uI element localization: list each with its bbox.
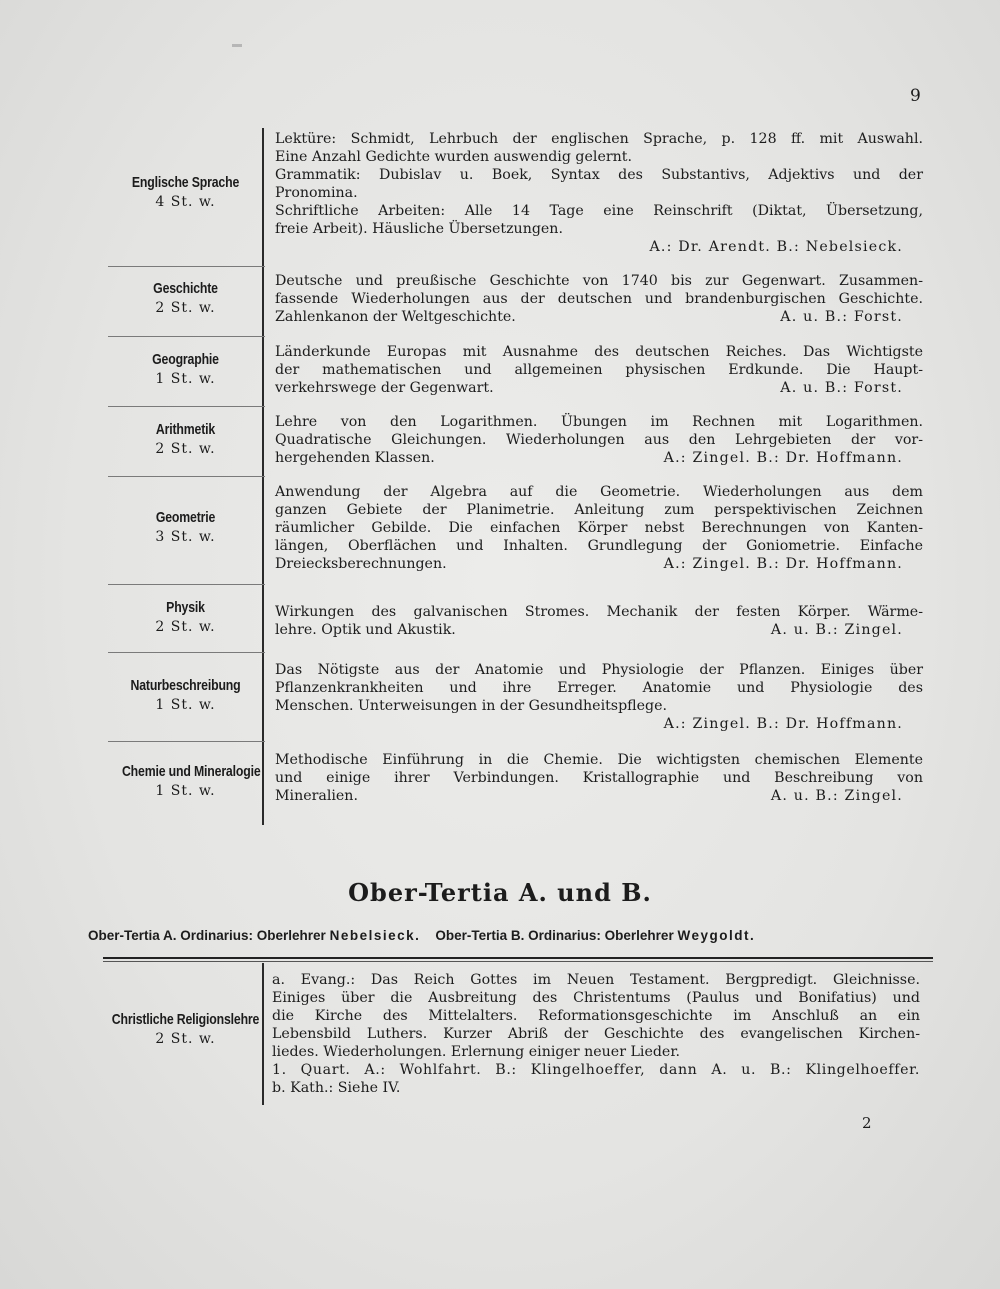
last-line-wrap [275,787,923,805]
subject-content [275,413,923,467]
subject-hours: 1 St. w. [155,697,216,713]
last-line-wrap [275,308,923,326]
subject-name: Geometrie [155,509,216,526]
subject-row-religion [108,971,928,1101]
content-line: Wirkungen des galvanischen Stromes. Mechanik der festen Körper. Wärme- [275,604,923,620]
content-line: lehre. Optik und Akustik. [275,622,456,638]
subject-name: Geographie [152,351,219,368]
content-line: Grammatik: Dubislav u. Boek, Syntax des Substantivs, Adjektivs und der [275,167,923,183]
content-line: räumlicher Gebilde. Die einfachen Körper nebst Berechnungen von Kanten- [275,520,923,536]
content-line: Menschen. Unterweisungen in der Gesundheitspflege. [275,698,668,714]
subject-content [275,603,923,639]
teacher-line: A. u. B.: Zingel. [770,622,903,638]
content-line: Dreiecksberechnungen. [275,556,447,572]
content-line: hergehenden Klassen. [275,450,435,466]
subject-name: Physik [166,599,205,616]
subject-row-naturbeschreibung [108,661,928,741]
subject-name: Englische Sprache [131,174,240,191]
subject-row-geschichte [108,272,928,336]
content-line: verkehrswege der Gegenwart. [275,380,494,396]
subject-content [275,483,923,573]
print-mark [232,44,242,47]
subject-name: Naturbeschreibung [130,677,241,694]
content-line: Mineralien. [275,788,358,804]
content-line: längen, Oberflächen und Inhalten. Grundlegung der Goniometrie. Einfache [275,538,923,554]
teacher-line: A.: Zingel. B.: Dr. Hoffmann. [663,450,903,466]
subject-cell [108,174,263,210]
row-divider [108,266,265,267]
subject-name: Arithmetik [155,421,216,438]
content-line: a. Evang.: Das Reich Gottes im Neuen Testament. Bergpredigt. Gleichnisse. [272,972,920,988]
row-divider [108,336,265,337]
row-divider [108,652,265,653]
content-line: Zahlenkanon der Weltgeschichte. [275,309,516,325]
subject-name: Geschichte [153,280,218,297]
last-line-wrap [275,379,923,397]
subject-hours: 2 St. w. [155,619,216,635]
content-line: Länderkunde Europas mit Ausnahme des deutschen Reiches. Das Wichtigste [275,344,923,360]
row-divider [108,584,265,585]
last-line-wrap [275,621,923,639]
teacher-line: A.: Zingel. B.: Dr. Hoffmann. [663,716,903,732]
ordinarius-line [88,928,908,943]
subject-hours: 1 St. w. [155,371,216,387]
ordinarius-b-name: Weygoldt. [677,928,756,943]
content-line: Schriftliche Arbeiten: Alle 14 Tage eine Reinschrift (Diktat, Übersetzung, [275,203,923,219]
content-line: freie Arbeit). Häusliche Übersetzungen. [275,221,563,237]
subject-content [272,971,920,1097]
subject-name: Christliche Religionslehre [111,1011,260,1028]
ordinarius-b-label: Ober-Tertia B. Ordinarius: Oberlehrer [435,928,674,943]
row-divider [108,476,265,477]
subject-row-physik [108,599,928,649]
content-line: Eine Anzahl Gedichte wurden auswendig gelernt. [275,149,632,165]
subject-cell [108,280,263,316]
subject-row-englisch [108,130,928,266]
subject-row-geographie [108,343,928,407]
content-line: Lehre von den Logarithmen. Übungen im Rechnen mit Logarithmen. [275,414,923,430]
subject-content [275,130,923,256]
content-line: Einiges über die Ausbreitung des Christentums (Paulus und Bonifatius) und [272,990,920,1006]
content-line: Das Nötigste aus der Anatomie und Physiologie der Pflanzen. Einiges über [275,662,923,678]
content-line: Pflanzenkrankheiten und ihre Erreger. Anatomie und Physiologie des [275,680,923,696]
signature-number: 2 [862,1114,872,1132]
content-line: ganzen Gebiete der Planimetrie. Anleitung zum perspektivischen Zeichnen [275,502,923,518]
content-line: Anwendung der Algebra auf die Geometrie. Wiederholungen aus dem [275,484,923,500]
content-line: liedes. Wiederholungen. Erlernung einiger neuer Lieder. [272,1044,681,1060]
content-line: und einige ihrer Verbindungen. Kristallographie und Beschreibung von [275,770,923,786]
subject-content [275,272,923,326]
subject-name: Chemie und Mineralogie [121,763,261,780]
teacher-line: A. u. B.: Forst. [780,380,903,396]
subject-row-chemie [108,751,928,815]
content-line: Methodische Einführung in die Chemie. Die wichtigsten chemischen Elemente [275,752,923,768]
teacher-line: A.: Zingel. B.: Dr. Hoffmann. [663,556,903,572]
subject-hours: 2 St. w. [155,1031,216,1047]
subject-content [275,661,923,733]
subject-cell [108,421,263,457]
teacher-line: A. u. B.: Zingel. [770,788,903,804]
content-line: b. Kath.: Siehe IV. [272,1080,401,1096]
content-line: Quadratische Gleichungen. Wiederholungen aus den Lehrgebieten der vor- [275,432,923,448]
content-line: die Kirche des Mittelalters. Reformationsgeschichte im Anschluß an ein [272,1008,920,1024]
teacher-line: A.: Dr. Arendt. B.: Nebelsieck. [649,239,903,255]
subject-hours: 2 St. w. [155,441,216,457]
subject-cell [68,1011,303,1047]
content-line: Lektüre: Schmidt, Lehrbuch der englischen Sprache, p. 128 ff. mit Auswahl. [275,131,923,147]
subject-cell [108,599,263,635]
content-line: Lebensbild Luthers. Kurzer Abriß der Geschichte des evangelischen Kirchen- [272,1026,920,1042]
page-number: 9 [910,86,921,106]
teacher-line: A. u. B.: Forst. [780,309,903,325]
last-line-wrap [275,449,923,467]
subject-row-geometrie [108,483,928,583]
subject-hours: 2 St. w. [155,300,216,316]
subject-content [275,751,923,805]
subject-hours: 1 St. w. [155,783,216,799]
subject-cell [108,763,263,799]
content-line: Deutsche und preußische Geschichte von 1740 bis zur Gegenwart. Zusammen- [275,273,923,289]
content-line: der mathematischen und allgemeinen physischen Erdkunde. Die Haupt- [275,362,923,378]
row-divider [108,406,265,407]
subject-row-arithmetik [108,413,928,477]
subject-hours: 4 St. w. [155,194,216,210]
content-line: 1. Quart. A.: Wohlfahrt. B.: Klingelhoeffer, dann A. u. B.: Klingelhoeffer. [272,1062,920,1078]
content-line: fassende Wiederholungen aus der deutschen und brandenburgischen Geschichte. [275,291,923,307]
subject-cell [108,509,263,545]
ordinarius-a-label: Ober-Tertia A. Ordinarius: Oberlehrer [88,928,326,943]
section-rule [103,957,933,959]
section-rule-thin [103,961,933,962]
subject-content [275,343,923,397]
subject-cell [108,351,263,387]
subject-cell [108,677,263,713]
row-divider [108,741,265,742]
ordinarius-a-name: Nebelsieck. [329,928,421,943]
section-title: Ober-Tertia A. und B. [348,878,652,907]
content-line: Pronomina. [275,185,358,201]
subject-hours: 3 St. w. [155,529,216,545]
last-line-wrap [275,555,923,573]
